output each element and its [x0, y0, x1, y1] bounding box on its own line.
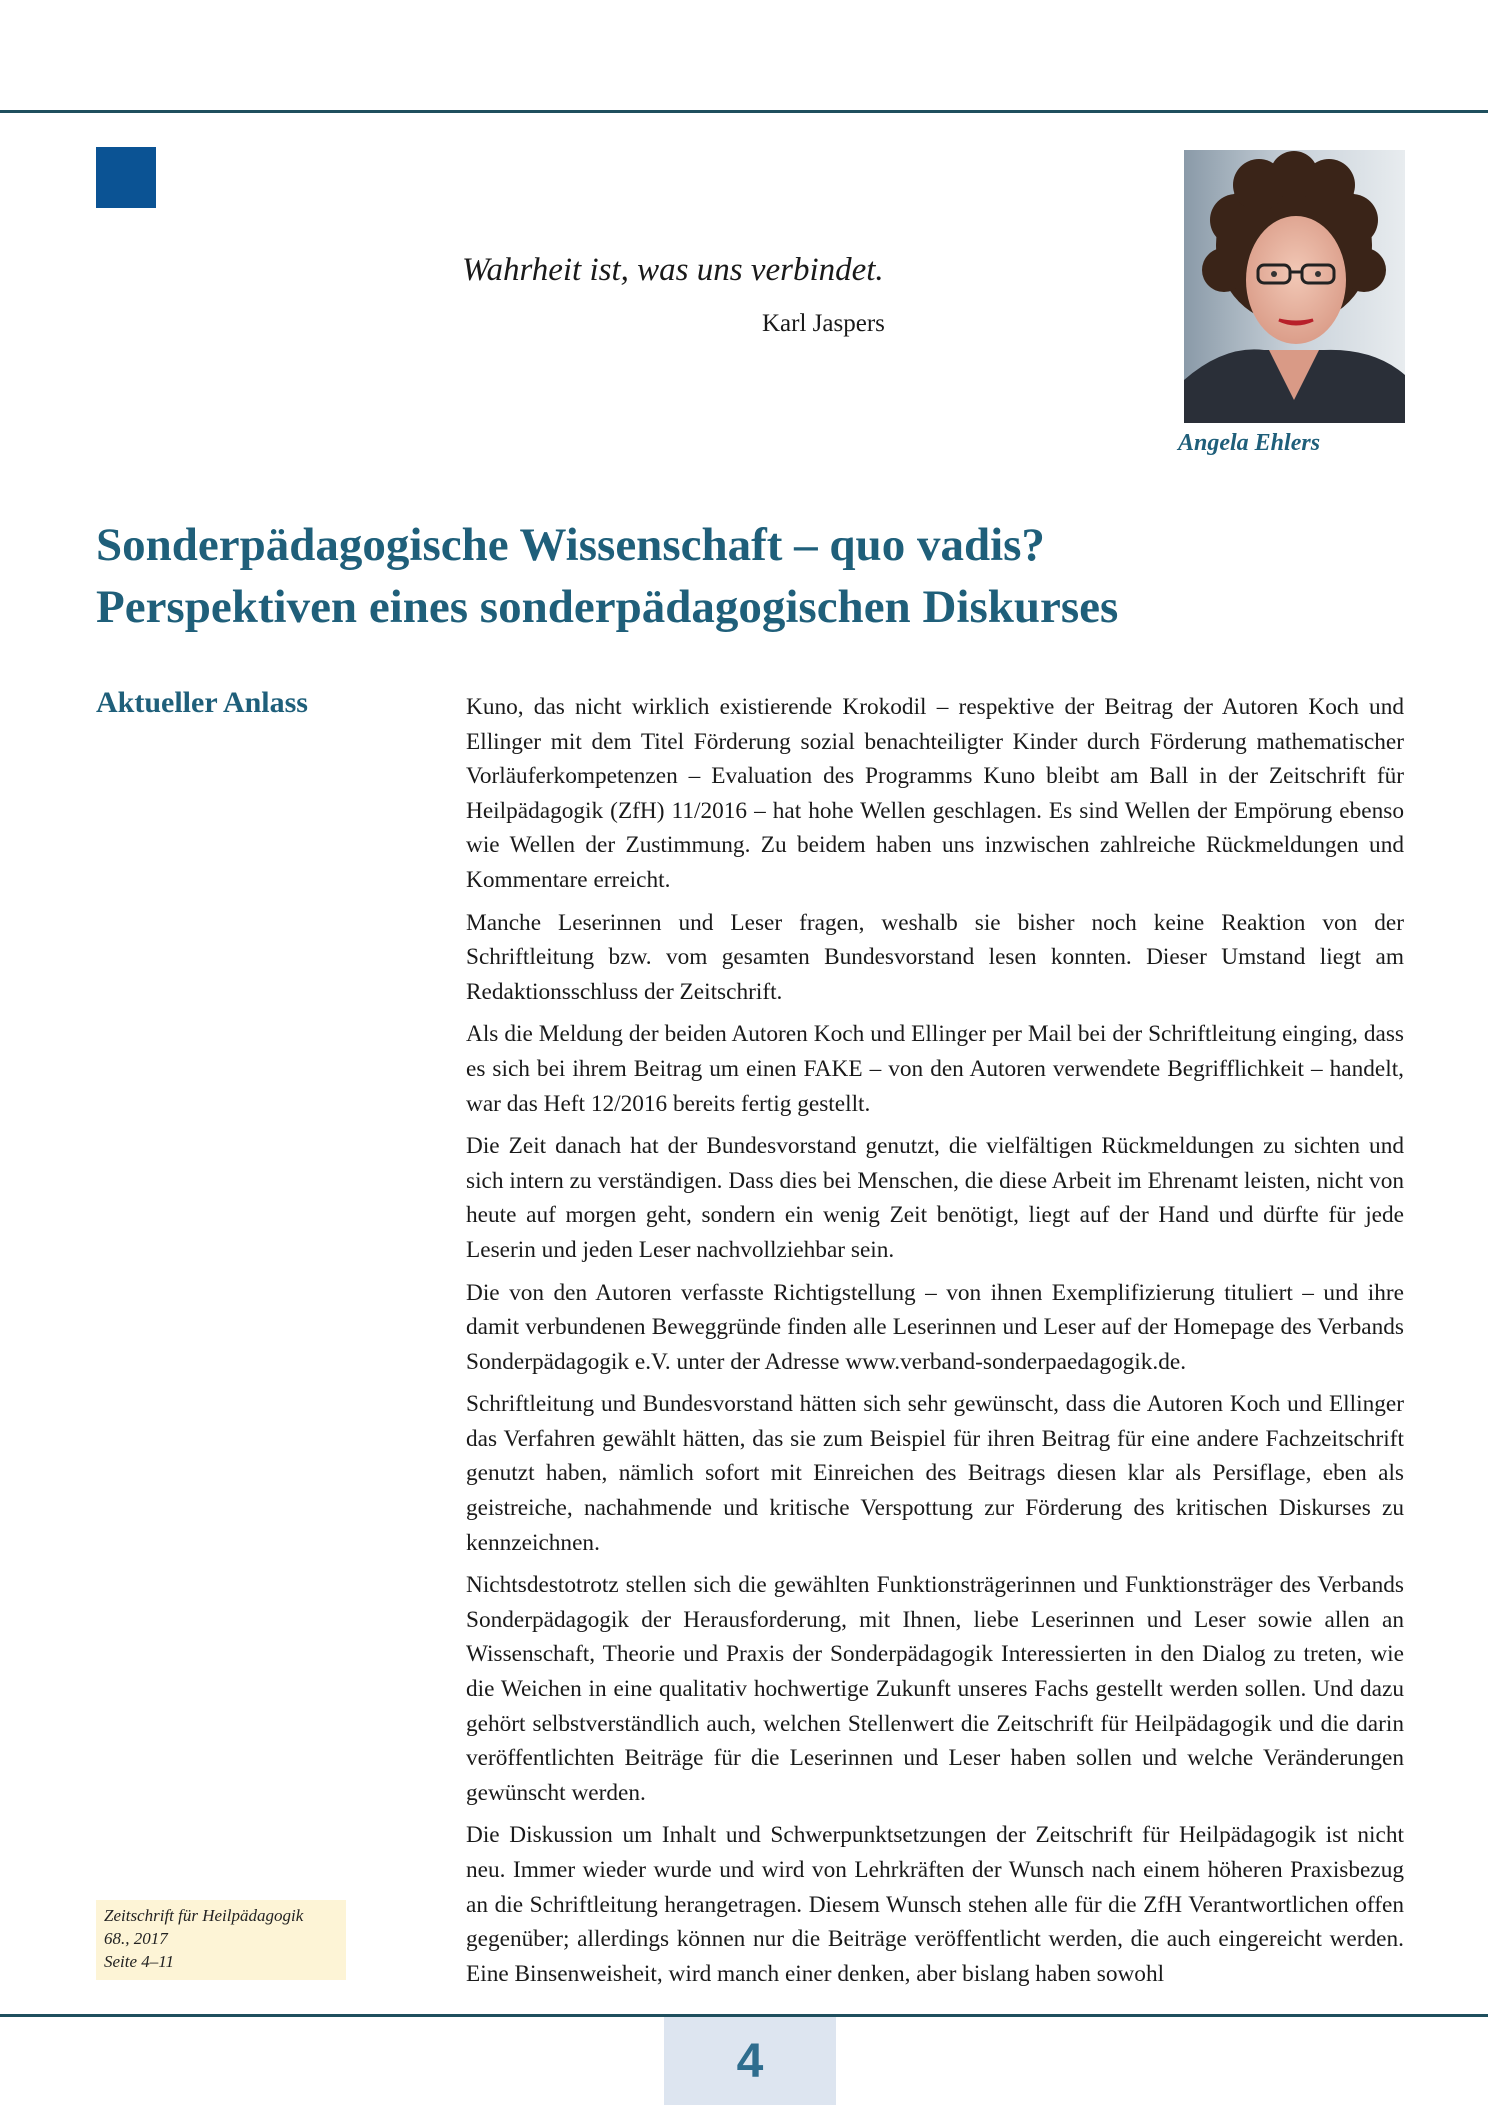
paragraph: Manche Leserinnen und Leser fragen, weshalb sie bisher noch keine Reaktion von der Schriftleitung bzw. vom gesamten Bundesvorstand lesen konnten. Dieser Umstand liegt am Redaktionsschluss der Zeitschrift. — [466, 909, 1404, 1005]
title-line-2: Perspektiven eines sonderpädagogischen Diskurses — [96, 581, 1119, 633]
title-line-1: Sonderpädagogische Wissenschaft – quo vadis? — [96, 519, 1045, 571]
page-number: 4 — [736, 2034, 764, 2088]
journal-citation — [96, 1900, 346, 1980]
article-body — [466, 690, 1404, 1999]
author-photo — [1184, 150, 1405, 423]
journal-name: Zeitschrift für Heilpädagogik — [104, 1906, 304, 1925]
article-title — [96, 514, 1396, 638]
journal-volume: 68., 2017 — [104, 1929, 168, 1948]
paragraph: Die Zeit danach hat der Bundesvorstand genutzt, die vielfältigen Rückmeldungen zu sichten und sich intern zu verständigen. Dass dies bei Menschen, die diese Arbeit im Ehrenamt leisten, nicht von heute auf morgen geht, sondern ein wenig Zeit benötigt, liegt auf der Hand und dürfte für jede Leserin und jeden Leser nachvollziehbar sein. — [466, 1133, 1404, 1263]
paragraph: Schriftleitung und Bundesvorstand hätten sich sehr gewünscht, dass die Autoren Koch und Ellinger das Verfahren gewählt hätten, das sie zum Beispiel für ihren Beitrag für eine andere Fachzeitschrift genutzt haben, nämlich sofort mit Einreichen des Beitrags diesen klar als Persiflage, eben als geistreiche, nachahmende und kritische Verspottung zur Förderung des kritischen Diskurses zu kennzeichnen. — [466, 1391, 1404, 1556]
paragraph: Kuno, das nicht wirklich existierende Krokodil – respektive der Beitrag der Autoren Koch und Ellinger mit dem Titel Förderung sozial benachteiligter Kinder durch Förderung mathematischer Vorläuferkompetenzen – Evaluation des Programms Kuno bleibt am Ball in der Zeitschrift für Heilpädagogik (ZfH) 11/2016 – hat hohe Wellen geschlagen. Es sind Wellen der Empörung ebenso wie Wellen der Zustimmung. Zu beidem haben uns inzwischen zahlreiche Rückmeldungen und Kommentare erreicht. — [466, 694, 1404, 893]
top-rule — [0, 110, 1488, 113]
portrait-image — [1184, 150, 1405, 423]
journal-pages: Seite 4–11 — [104, 1952, 175, 1971]
epigraph-author: Karl Jaspers — [762, 310, 885, 337]
photo-caption: Angela Ehlers — [1178, 430, 1321, 456]
epigraph-quote: Wahrheit ist, was uns verbindet. — [462, 252, 884, 288]
decorative-square — [96, 147, 156, 208]
paragraph: Die Diskussion um Inhalt und Schwerpunktsetzungen der Zeitschrift für Heilpädagogik ist nicht neu. Immer wieder wurde und wird von Lehrkräften der Wunsch nach einem höheren Praxisbezug an die Schriftleitung herangetragen. Diesem Wunsch stehen alle für die ZfH Verantwortlichen offen gegenüber; allerdings können nur die Beiträge veröffentlicht werden, die auch eingereicht werden. Eine Binsenweisheit, wird manch einer denken, aber bislang haben sowohl — [466, 1822, 1404, 1987]
paragraph: Die von den Autoren verfasste Richtigstellung – von ihnen Exemplifizierung tituliert – und ihre damit verbundenen Beweggründe finden alle Leserinnen und Leser auf der Homepage des Verbands Sonderpädagogik e.V. unter der Adresse www.verband-sonderpaedagogik.de. — [466, 1279, 1404, 1375]
page-number-box — [664, 2017, 836, 2105]
paragraph: Nichtsdestotrotz stellen sich die gewählten Funktionsträgerinnen und Funktionsträger des Verbands Sonderpädagogik der Herausforderung, mit Ihnen, liebe Leserinnen und Leser sowie allen an Wissenschaft, Theorie und Praxis der Sonderpädagogik Interessierten in den Dialog zu treten, wie die Weichen in eine qualitativ hochwertige Zukunft unseres Fachs gestellt werden sollen. Und dazu gehört selbstverständlich auch, welchen Stellenwert die Zeitschrift für Heilpädagogik und die darin veröffentlichten Beiträge für die Leserinnen und Leser haben sollen und welche Veränderungen gewünscht werden. — [466, 1572, 1404, 1806]
paragraph: Als die Meldung der beiden Autoren Koch und Ellinger per Mail bei der Schriftleitung einging, dass es sich bei ihrem Beitrag um einen FAKE – von den Autoren verwendete Begrifflichkeit – handelt, war das Heft 12/2016 bereits fertig gestellt. — [466, 1021, 1404, 1117]
section-heading: Aktueller Anlass — [96, 686, 308, 719]
